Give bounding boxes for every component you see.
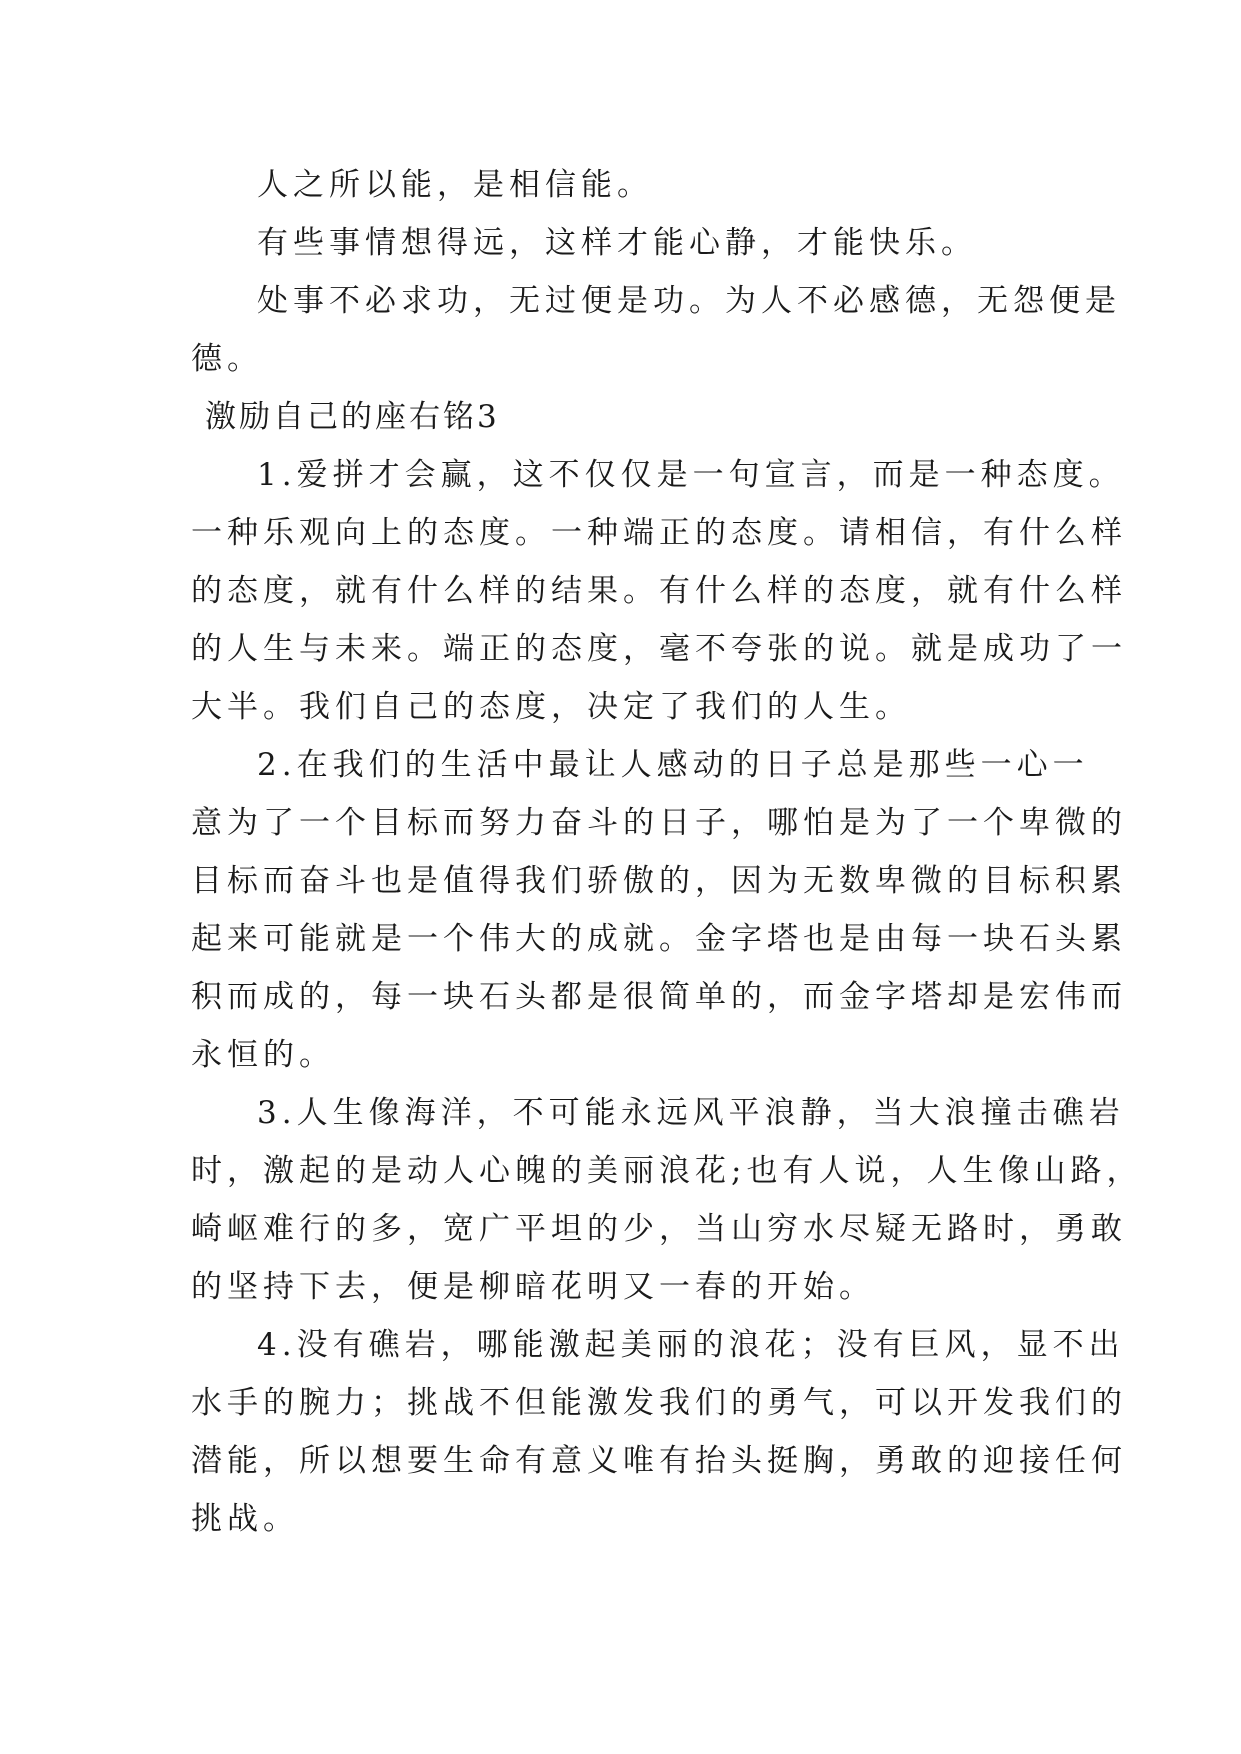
text-line: 一种乐观向上的态度。一种端正的态度。请相信，有什么样 (191, 515, 1127, 551)
text-line: 3.人生像海洋，不可能永远风平浪静，当大浪撞击礁岩 (257, 1095, 1125, 1131)
text-line: 大半。我们自己的态度，决定了我们的人生。 (191, 689, 911, 725)
text-line: 有些事情想得远，这样才能心静，才能快乐。 (257, 225, 977, 261)
text-line: 的人生与未来。端正的态度，毫不夸张的说。就是成功了一 (191, 631, 1127, 667)
text-line: 目标而奋斗也是值得我们骄傲的，因为无数卑微的目标积累 (191, 863, 1127, 899)
text-line: 水手的腕力；挑战不但能激发我们的勇气，可以开发我们的 (191, 1385, 1127, 1421)
text-line: 德。 (191, 341, 263, 377)
text-line: 潜能，所以想要生命有意义唯有抬头挺胸，勇敢的迎接任何 (191, 1443, 1127, 1479)
text-line: 永恒的。 (191, 1037, 335, 1073)
text-line: 4.没有礁岩，哪能激起美丽的浪花；没有巨风，显不出 (257, 1327, 1125, 1363)
text-line: 1.爱拼才会赢，这不仅仅是一句宣言，而是一种态度。 (257, 457, 1125, 493)
text-line: 人之所以能，是相信能。 (257, 167, 653, 203)
text-line: 的态度，就有什么样的结果。有什么样的态度，就有什么样 (191, 573, 1127, 609)
text-line: 的坚持下去，便是柳暗花明又一春的开始。 (191, 1269, 875, 1305)
text-line: 意为了一个目标而努力奋斗的日子，哪怕是为了一个卑微的 (191, 805, 1127, 841)
text-line: 时，激起的是动人心魄的美丽浪花;也有人说，人生像山路， (191, 1153, 1143, 1189)
text-line: 处事不必求功，无过便是功。为人不必感德，无怨便是 (257, 283, 1121, 319)
section-heading: 激励自己的座右铭3 (205, 399, 500, 435)
text-line: 积而成的，每一块石头都是很简单的，而金字塔却是宏伟而 (191, 979, 1127, 1015)
text-line: 2.在我们的生活中最让人感动的日子总是那些一心一 (257, 747, 1089, 783)
text-line: 挑战。 (191, 1501, 299, 1537)
text-line: 起来可能就是一个伟大的成就。金字塔也是由每一块石头累 (191, 921, 1127, 957)
text-line: 崎岖难行的多，宽广平坦的少，当山穷水尽疑无路时，勇敢 (191, 1211, 1127, 1247)
